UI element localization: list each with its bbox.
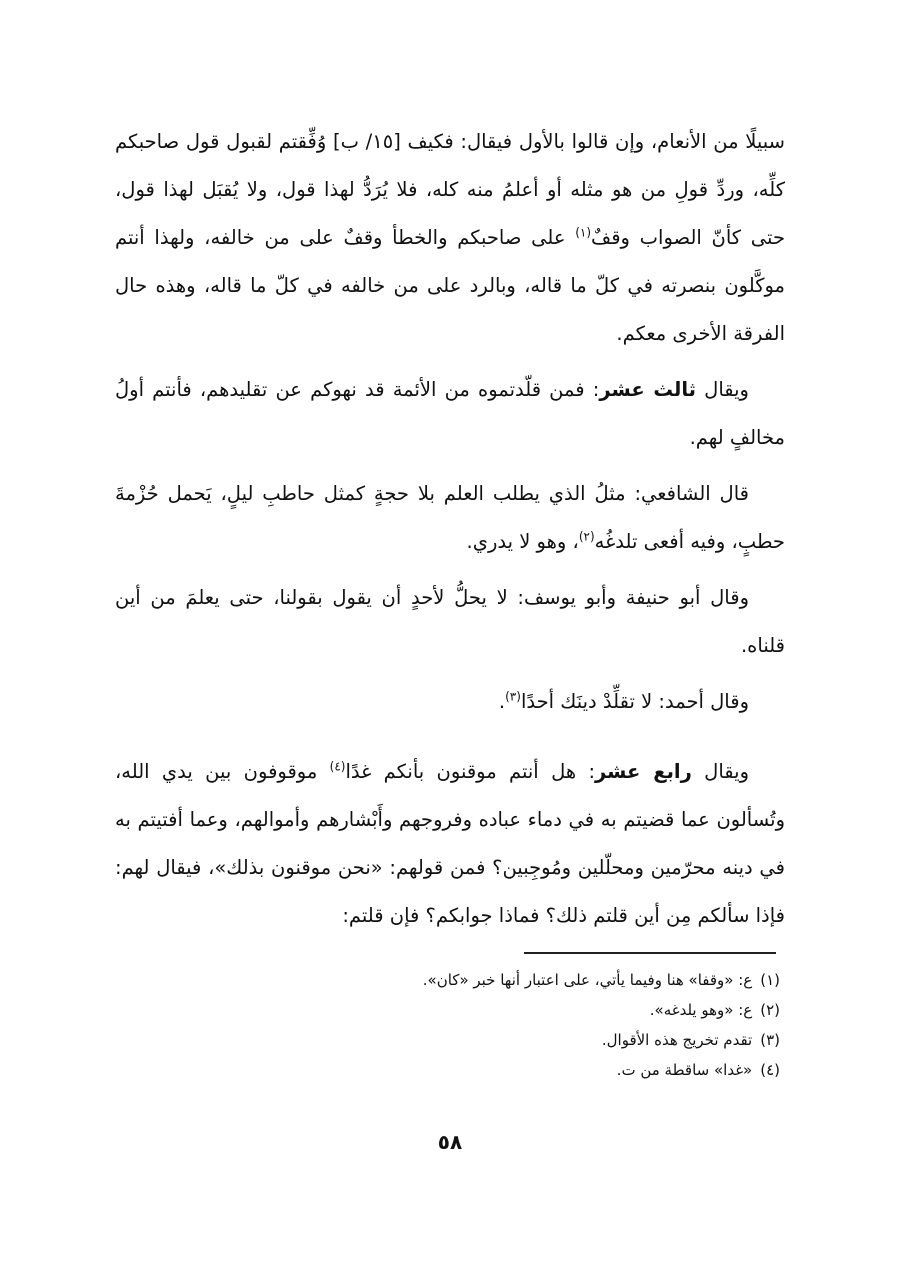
footnote-text: «غدا» ساقطة من ت.: [616, 1061, 753, 1079]
paragraph-4: [115, 574, 785, 670]
footnote-ref-4: (٤): [329, 759, 346, 774]
footnote-ref-3: (٣): [505, 689, 521, 704]
paragraph-text-cont: ، وهو لا يدري.: [466, 530, 579, 553]
footnote-1: [115, 965, 780, 995]
section-heading-13: ثالث عشر: [599, 378, 696, 401]
footnote-number: (١): [760, 971, 780, 989]
footnotes-list: [115, 965, 780, 1085]
footnote-number: (٢): [760, 1001, 780, 1019]
paragraph-text: وقال أحمد: لا تقلِّدْ دينَك أحدًا: [520, 690, 749, 713]
paragraph-text: وقال أبو حنيفة وأبو يوسف: لا يحلُّ لأحدٍ أن يقول بقولنا، حتى يعلمَ من أين قلناه.: [115, 586, 785, 657]
footnote-ref-1: (١): [575, 225, 592, 240]
paragraph-text: : فمن قلّدتموه من الأئمة قد نهوكم عن تقليدهم، فأنتم أولُ مخالفٍ لهم.: [115, 378, 785, 449]
paragraph-text: : هل أنتم موقنون بأنكم غدًا: [345, 760, 596, 783]
footnote-ref-2: (٢): [578, 529, 595, 544]
footnote-2: [115, 995, 780, 1025]
page-number: ٥٨: [437, 1130, 463, 1154]
footnote-text: تقدم تخريج هذه الأقوال.: [601, 1031, 753, 1049]
footnote-divider: [524, 952, 776, 954]
main-text: [115, 118, 785, 940]
paragraph-text-cont: على صاحبكم والخطأ وقفٌ على من خالفه، ولهذا أنتم موكَّلون بنصرته في كلّ ما قاله، وبالرد على من خالفه في كلّ ما قاله، وهذه حال الفرقة الأخرى معكم.: [115, 226, 785, 345]
section-heading-14: رابع عشر: [595, 760, 692, 783]
footnote-text: ع: «وهو يلدغه».: [649, 1001, 753, 1019]
paragraph-lead: ويقال: [691, 760, 749, 783]
paragraph-5: [115, 678, 785, 726]
footnote-number: (٣): [760, 1031, 780, 1049]
paragraph-text-cont: موقوفون بين يدي الله، وتُسألون عما قضيتم به في دماء عباده وفروجهم وأَبْشارهم وأموالهم، وعما أفتيتم به في دينه محرّمين ومحلّلين ومُوجِبين؟ فمن قولهم: «نحن موقنون بذلك»، فيقال لهم: فإذا سألكم مِن أين قلتم ذلك؟ فماذا جوابكم؟ فإن قلتم:: [115, 760, 785, 927]
paragraph-lead: ويقال: [696, 378, 749, 401]
footnote-4: [115, 1055, 780, 1085]
paragraph-2: [115, 366, 785, 462]
footnote-text: ع: «وقفا» هنا وفيما يأتي، على اعتبار أنها خبر «كان».: [422, 971, 753, 989]
paragraph-3: [115, 470, 785, 566]
footnote-3: [115, 1025, 780, 1055]
paragraph-text: سبيلًا من الأنعام، وإن قالوا بالأول فيقال: فكيف [١٥/ ب] وُفِّقتم لقبول قول صاحبكم كلِّه، وردِّ قولِ من هو مثله أو أعلمُ منه كله، فلا يُرَدُّ لهذا قول، ولا يُقبَل لهذا قول، حتى كأنّ الصواب وقفٌ: [115, 130, 786, 249]
paragraph-text: قال الشافعي: مثلُ الذي يطلب العلم بلا حجةٍ كمثل حاطبِ ليلٍ، يَحمل حُزْمةَ حطبٍ، وفيه أفعى تلدغُه: [115, 482, 785, 553]
paragraph-6: [115, 748, 785, 940]
footnote-number: (٤): [760, 1061, 780, 1079]
paragraph-text-cont: .: [498, 690, 506, 713]
paragraph-1: [115, 118, 785, 358]
